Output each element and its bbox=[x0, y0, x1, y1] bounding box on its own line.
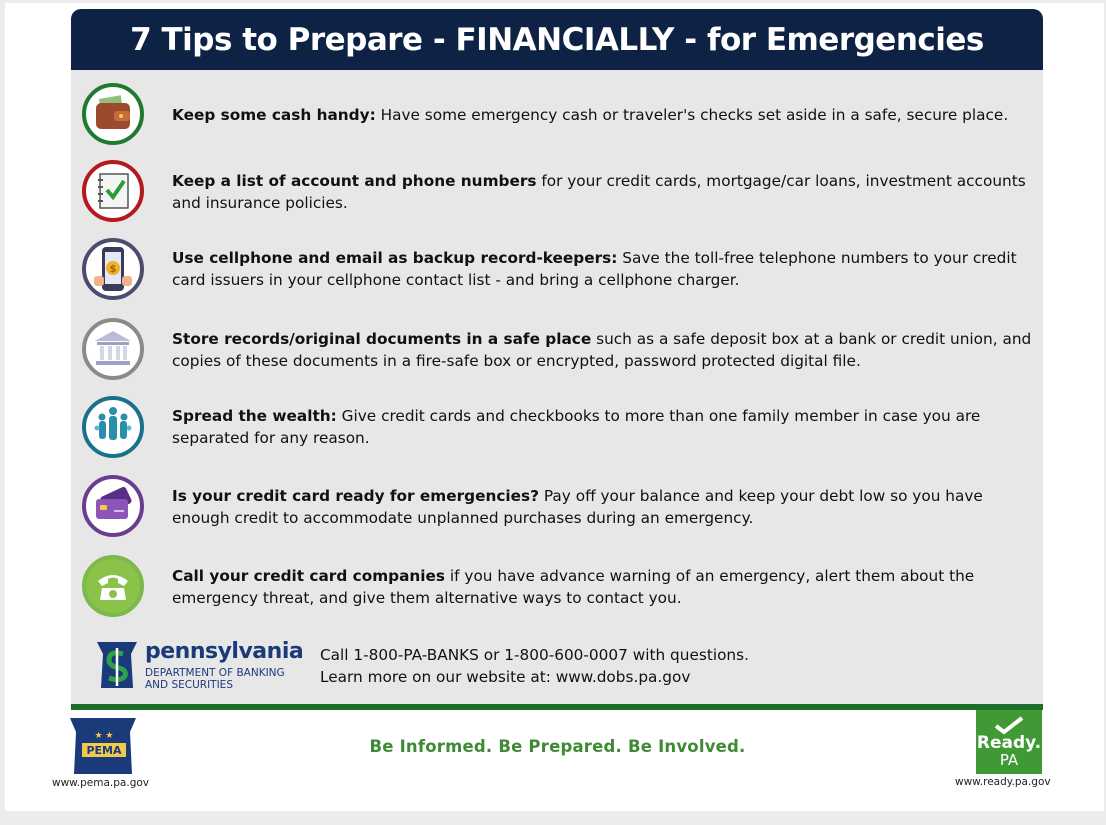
svg-text:★ ★: ★ ★ bbox=[94, 731, 114, 741]
tip-text: Keep a list of account and phone numbers for your credit cards, mortgage/car loans, investment accounts and insurance policies. bbox=[172, 172, 1026, 212]
family-group-icon bbox=[82, 396, 144, 458]
pema-logo bbox=[68, 716, 138, 776]
ready-word: Ready. bbox=[976, 733, 1042, 753]
svg-text:PEMA: PEMA bbox=[86, 744, 122, 757]
tip-1 bbox=[71, 83, 1043, 149]
tip-7 bbox=[71, 555, 1043, 621]
dobs-dept-line1: DEPARTMENT OF BANKING bbox=[145, 667, 285, 679]
dobs-dept-line2: AND SECURITIES bbox=[145, 679, 233, 691]
dobs-department bbox=[145, 667, 295, 691]
ready-url[interactable]: www.ready.pa.gov bbox=[955, 776, 1051, 788]
page-title: 7 Tips to Prepare - FINANCIALLY - for Emergencies bbox=[71, 9, 1043, 70]
contact-info bbox=[320, 644, 749, 688]
dobs-name: pennsylvania bbox=[145, 639, 304, 664]
tip-2 bbox=[71, 160, 1043, 226]
tip-text: Keep some cash handy: Have some emergency cash or traveler's checks set aside in a safe, secure place. bbox=[172, 106, 1009, 124]
tip-6 bbox=[71, 475, 1043, 541]
svg-text:$: $ bbox=[109, 264, 117, 275]
tip-text: Use cellphone and email as backup record-keepers: Save the toll-free telephone numbers to your credit card issuers in your cellphone contact list - and bring a cellphone charger. bbox=[172, 249, 1017, 289]
contact-phone-line: Call 1-800-PA-BANKS or 1-800-600-0007 with questions. bbox=[320, 646, 749, 664]
keystone-dollar-icon bbox=[93, 640, 141, 690]
credit-card-icon bbox=[82, 475, 144, 537]
tip-3 bbox=[71, 238, 1043, 304]
tips-panel bbox=[71, 70, 1043, 704]
tagline: Be Informed. Be Prepared. Be Involved. bbox=[369, 737, 746, 756]
wallet-icon bbox=[82, 83, 144, 145]
checklist-notebook-icon bbox=[82, 160, 144, 222]
telephone-icon bbox=[82, 555, 144, 617]
tip-text: Call your credit card companies if you have advance warning of an emergency, alert them about the emergency threat, and give them alternative ways to contact you. bbox=[172, 567, 975, 607]
tip-text: Store records/original documents in a safe place such as a safe deposit box at a bank or credit union, and copies of these documents in a fire-safe box or encrypted, password protected digital file. bbox=[172, 330, 1032, 370]
bank-building-icon bbox=[82, 318, 144, 380]
cellphone-coin-icon bbox=[82, 238, 144, 300]
tip-text: Spread the wealth: Give credit cards and checkbooks to more than one family member in case you are separated for any reason. bbox=[172, 407, 981, 447]
tip-5 bbox=[71, 396, 1043, 462]
tip-text: Is your credit card ready for emergencies? Pay off your balance and keep your debt low so you have enough credit to accommodate unplanned purchases during an emergency. bbox=[172, 487, 983, 527]
tip-4 bbox=[71, 318, 1043, 384]
ready-pa: PA bbox=[999, 751, 1019, 769]
dobs-logo bbox=[93, 639, 304, 691]
pema-url[interactable]: www.pema.pa.gov bbox=[52, 777, 150, 789]
readypa-logo bbox=[976, 710, 1042, 774]
contact-website-line: Learn more on our website at: www.dobs.pa.gov bbox=[320, 668, 691, 686]
footer-divider bbox=[71, 704, 1043, 710]
